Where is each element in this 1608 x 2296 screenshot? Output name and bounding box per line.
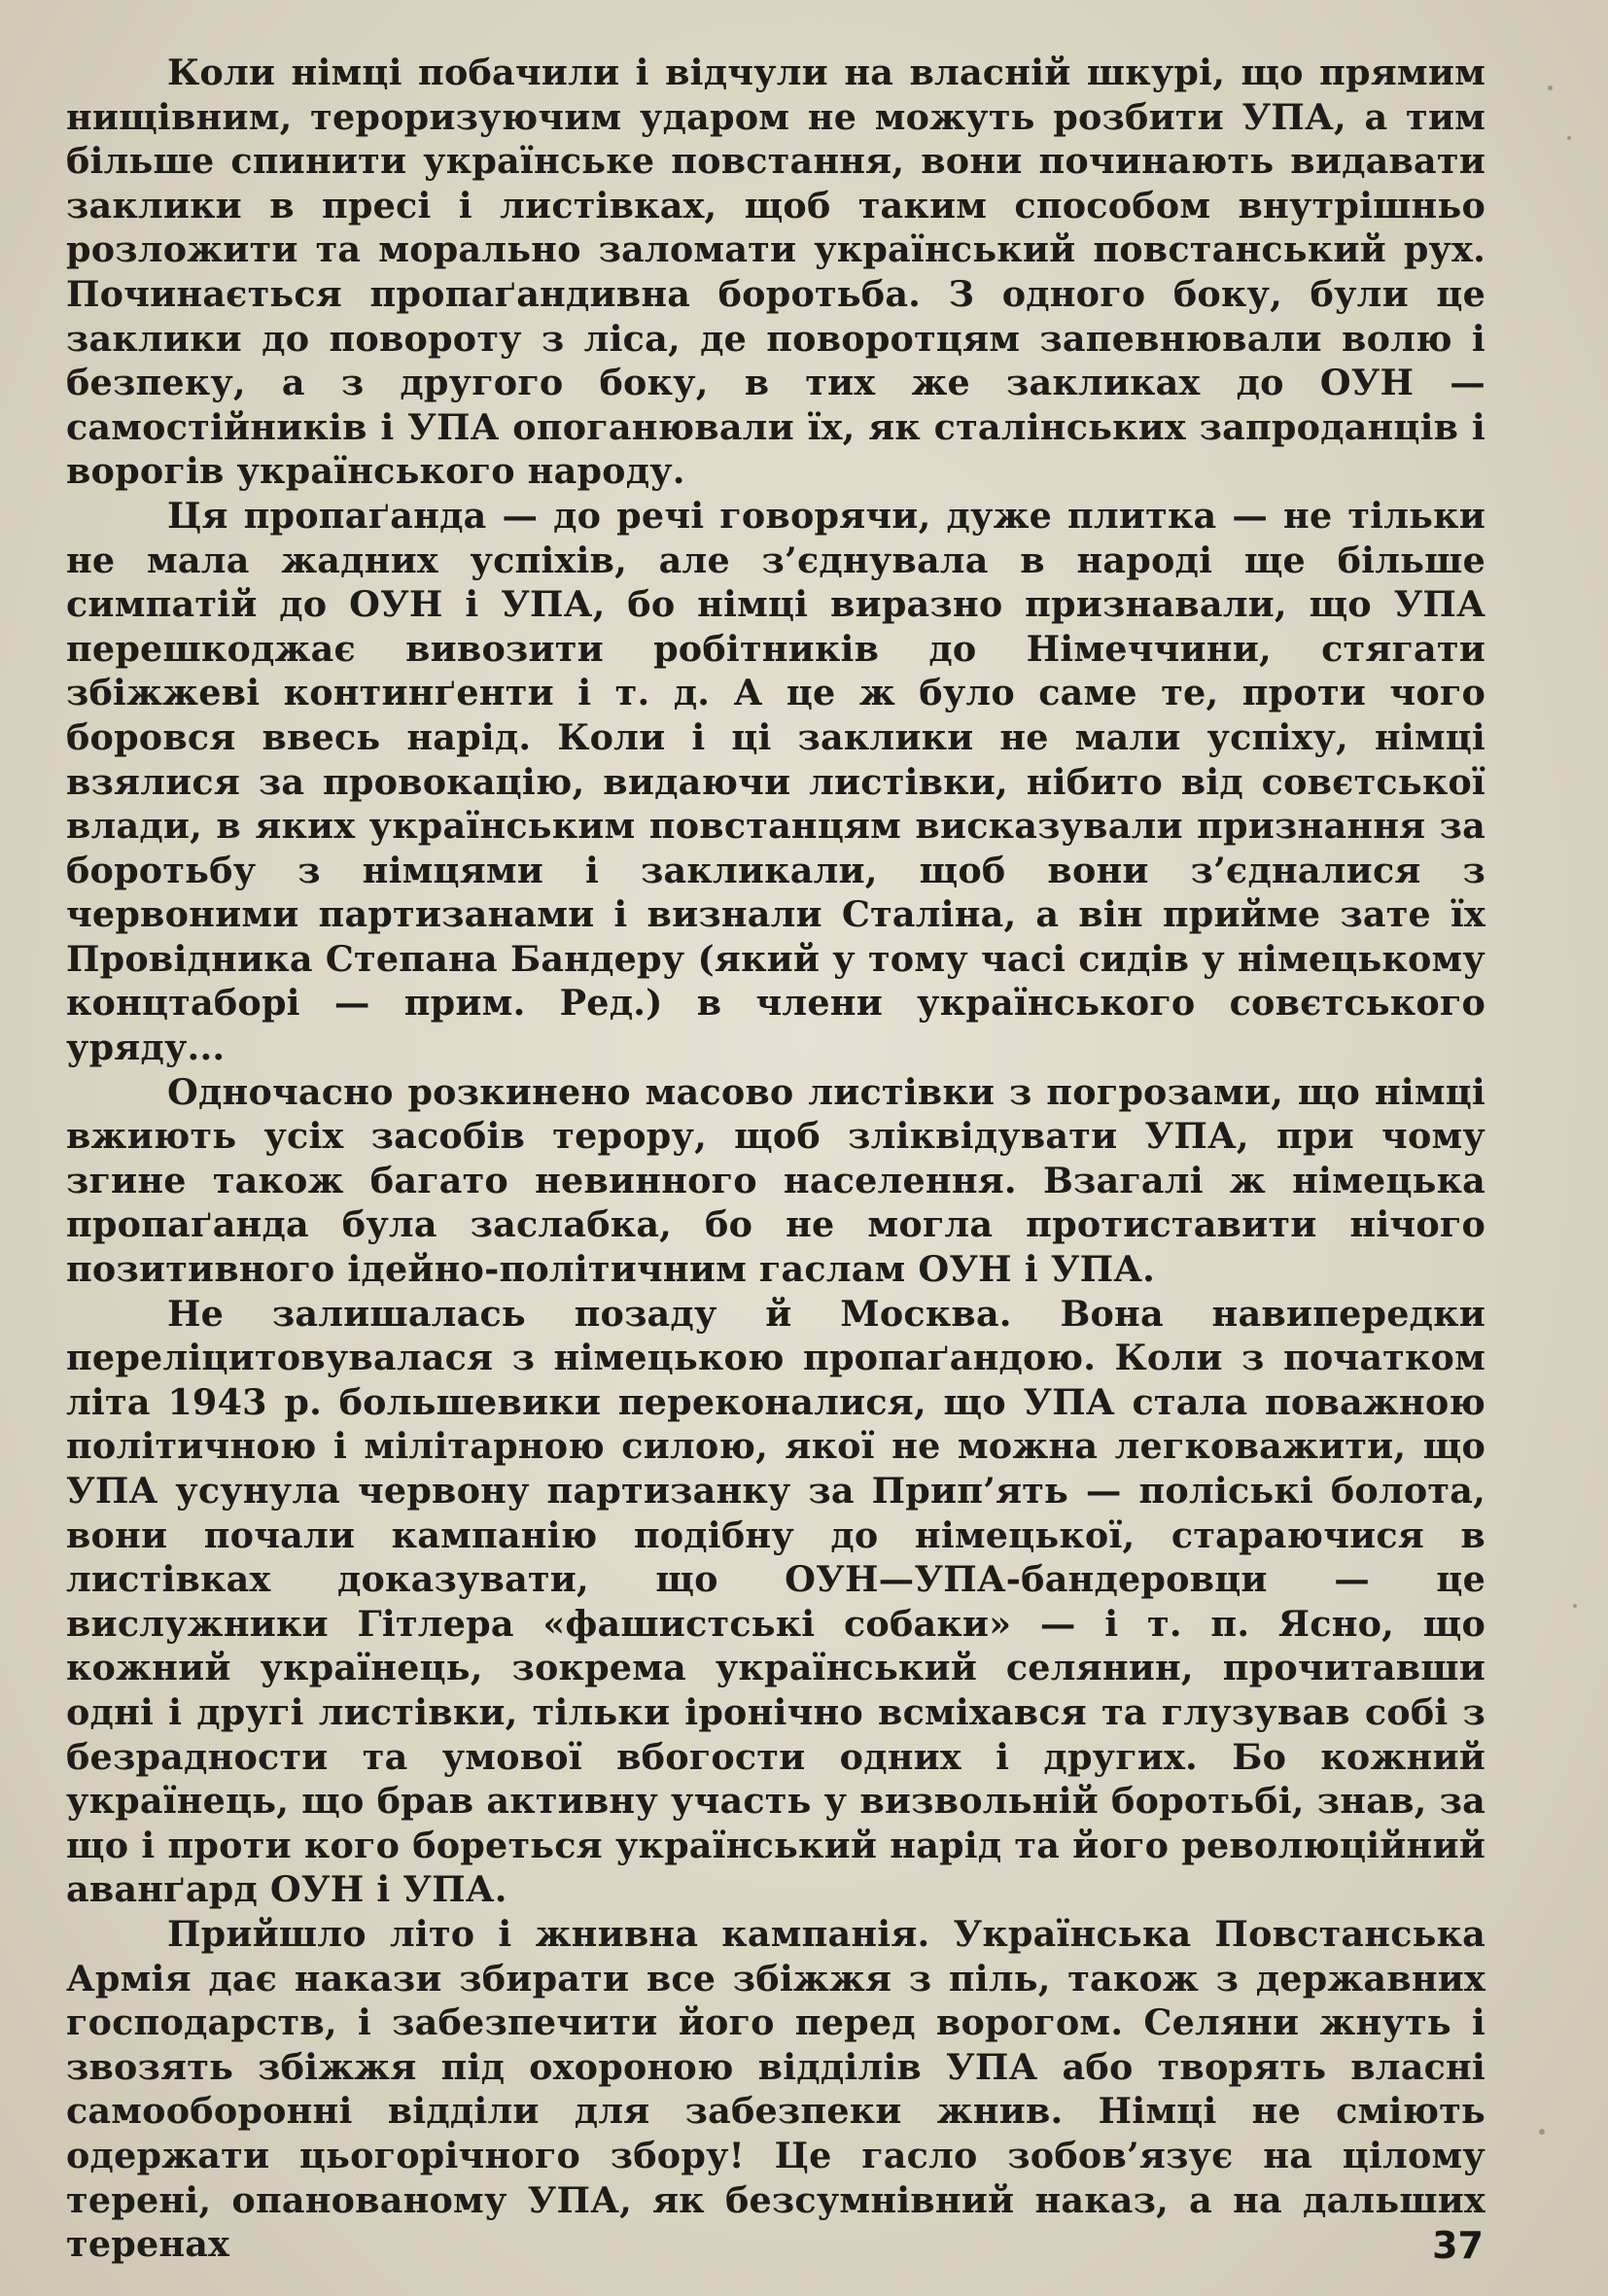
body-text: [66, 51, 1486, 2267]
paper-speck: [1539, 2129, 1545, 2135]
paragraph-threat-leaflets: Одночасно розкинено масово листівки з погрозами, що німці вжиють усіх засобів терору, щоб зліквідувати УПА, при чому згине також багато невинного населення. Взагалі ж німецька пропаґанда була заслабка, бо не могла протиставити нічого позитивного ідейно-політичним гаслам ОУН і УПА.: [66, 1070, 1486, 1291]
page-number: 37: [1432, 2224, 1484, 2267]
paragraph-propaganda-failure: Ця пропаґанда — до речі говорячи, дуже плитка — не тільки не мала жадних успіхів, але з’єднувала в народі ще більше симпатій до ОУН і УПА, бо німці виразно признавали, що УПА перешкоджає вивозити робітників до Німеччини, стягати збіжжеві континґенти і т. д. А це ж було саме те, проти чого боровся ввесь нарід. Коли і ці заклики не мали успіху, німці взялися за провокацію, видаючи листівки, нібито від совєтської влади, в яких українським повстанцям висказували признання за боротьбу з німцями і закликали, щоб вони з’єдналися з червоними партизанами і визнали Сталіна, а він прийме зате їх Провідника Степана Бандеру (який у тому часі сидів у німецькому концтаборі — прим. Ред.) в члени українського совєтського уряду...: [66, 494, 1486, 1069]
paragraph-german-propaganda-appeals: Коли німці побачили і відчули на власній шкурі, що прямим нищівним, тероризуючим ударом не можуть розбити УПА, а тим більше спинити українське повстання, вони починають видавати заклики в пресі і листівках, щоб таким способом внутрішньо розложити та морально заломати український повстанський рух. Починається пропаґандивна боротьба. З одного боку, були це заклики до повороту з ліса, де поворотцям запевнювали волю і безпеку, а з другого боку, в тих же закликах до ОУН — самостійників і УПА опоганювали їх, як сталінських запроданців і ворогів українського народу.: [66, 52, 1486, 493]
paper-speck: [1567, 136, 1571, 140]
paper-speck: [1548, 86, 1553, 90]
paragraph-harvest-campaign: Прийшло літо і жнивна кампанія. Українська Повстанська Армія дає накази збирати все збіжжя з піль, також з державних господарств, і забезпечити його перед ворогом. Селяни жнуть і звозять збіжжя під охороною відділів УПА або творять власні самооборонні відділи для забезпеки жнив. Німці не сміють одержати цьогорічного збору! Це гасло зобов’язує на цілому терені, опанованому УПА, як безсумнівний наказ, а на дальших теренах: [66, 1912, 1486, 2266]
paragraph-moscow-propaganda: Не залишалась позаду й Москва. Вона навипередки переліцитовувалася з німецькою пропаґандою. Коли з початком літа 1943 р. большевики переконалися, що УПА стала поважною політичною і мілітарною силою, якої не можна легковажити, що УПА усунула червону партизанку за Прип’ять — поліські болота, вони почали кампанію подібну до німецької, стараючися в листівках доказувати, що ОУН—УПА-бандеровци — це вислужники Гітлера «фашистські собаки» — і т. п. Ясно, що кожний українець, зокрема український селянин, прочитавши одні і другі листівки, тільки іронічно всміхався та глузував собі з безрадности та умової вбогости одних і других. Бо кожний українець, що брав активну участь у визвольній боротьбі, знав, за що і проти кого бореться український нарід та його революційний аванґард ОУН і УПА.: [66, 1292, 1486, 1911]
paper-speck: [1573, 1604, 1577, 1608]
